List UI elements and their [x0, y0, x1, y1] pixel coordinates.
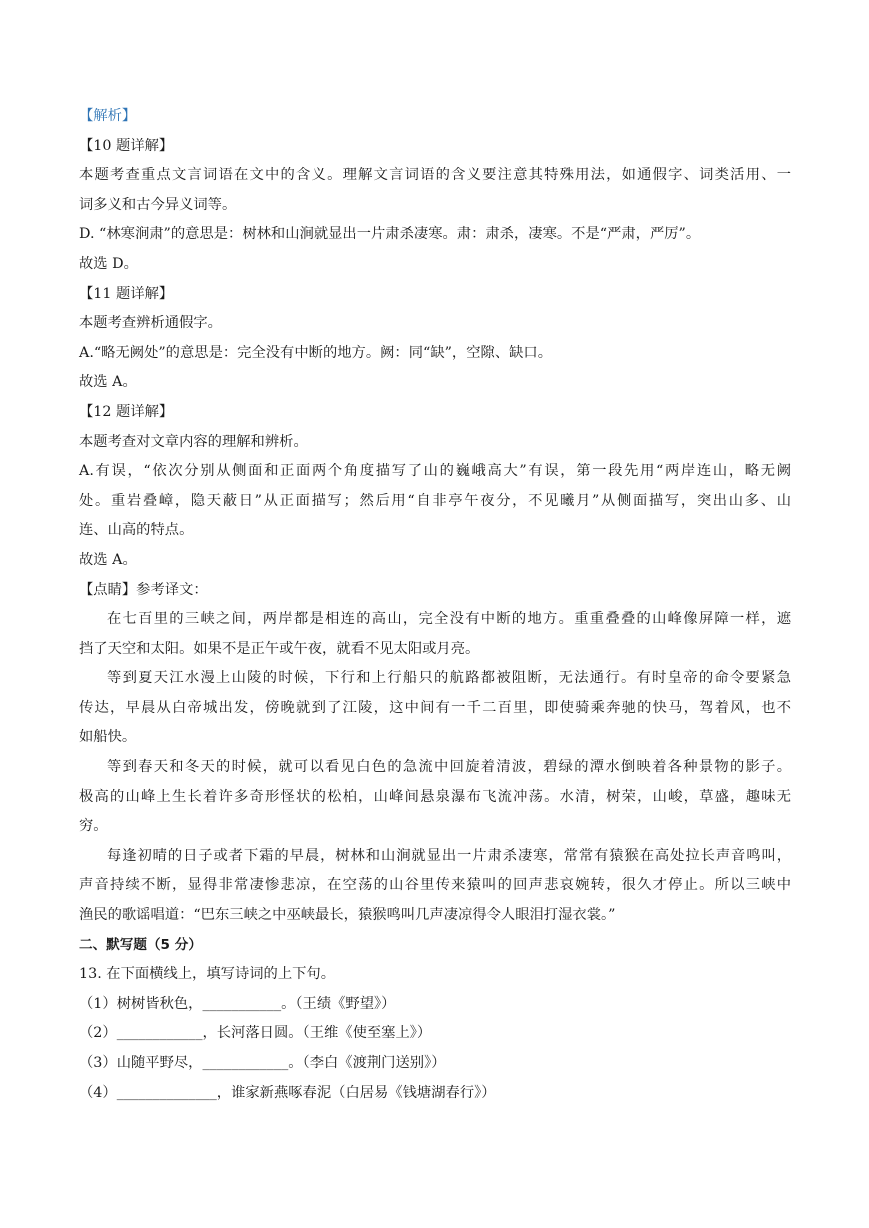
q11-header: 【11 题详解】: [79, 285, 174, 302]
translation-p2-line-2: 传达，早晨从白帝城出发，傍晚就到了江陵，这中间有一千二百里，即使骑乘奔驰的快马，驾着风，也不: [79, 699, 791, 716]
q10-line-1: 本题考查重点文言词语在文中的含义。理解文言词语的含义要注意其特殊用法，如通假字、词类活用、一: [79, 167, 791, 184]
document-page: [79, 102, 791, 1108]
translation-p1-line-2: 挡了天空和太阳。如果不是正午或午夜，就看不见太阳或月亮。: [79, 640, 480, 657]
q12-header: 【12 题详解】: [79, 403, 174, 420]
q13-item-3: （3）山随平野尽，____________。（李白《渡荆门送别》）: [79, 1055, 446, 1071]
q13-item-4: （4）______________，谁家新燕啄春泥（白居易《钱塘湖春行》）: [79, 1084, 496, 1101]
q12-line-4: 连、山高的特点。: [79, 522, 194, 539]
translation-p3-line-1: 等到春天和冬天的时候，就可以看见白色的急流中回旋着清波，碧绿的潭水倒映着各种景物的影子。: [107, 759, 791, 776]
q13-item-1: （1）树树皆秋色，___________。（王绩《野望》）: [79, 995, 396, 1012]
translation-p2-line-3: 如船快。: [79, 729, 137, 746]
translation-p1-line-1: 在七百里的三峡之间，两岸都是相连的高山，完全没有中断的地方。重重叠叠的山峰像屏障一样，遮: [107, 611, 791, 628]
q10-line-4: 故选 D。: [79, 255, 138, 272]
q12-line-3: 处。重岩叠嶂，隐天蔽日”从正面描写；然后用“自非亭午夜分，不见曦月”从侧面描写，突出山多、山: [79, 492, 791, 509]
q12-line-1: 本题考查对文章内容的理解和辨析。: [79, 433, 308, 450]
q11-line-1: 本题考查辨析通假字。: [79, 315, 222, 332]
q10-line-3: D. “林寒涧肃”的意思是：树林和山涧就显出一片肃杀凄寒。肃：肃杀，凄寒。不是“严肃，严厉”。: [79, 226, 701, 243]
translation-p2-line-1: 等到夏天江水漫上山陵的时候，下行和上行船只的航路都被阻断，无法通行。有时皇帝的命令要紧急: [107, 670, 791, 687]
q13-prompt: 13. 在下面横线上，填写诗词的上下句。: [79, 966, 336, 983]
q13-item-2: （2）____________，长河落日圆。（王维《使至塞上》）: [79, 1025, 432, 1042]
translation-p3-line-3: 穷。: [79, 818, 108, 835]
q10-line-2: 词多义和古今异义词等。: [79, 196, 237, 213]
translation-p4-line-2: 声音持续不断，显得非常凄惨悲凉，在空荡的山谷里传来猿叫的回声悲哀婉转，很久才停止。所以三峡中: [79, 877, 791, 894]
q11-line-2: A.“略无阙处”的意思是：完全没有中断的地方。阙：同“缺”，空隙、缺口。: [79, 344, 553, 361]
translation-header: 【点睛】参考译文：: [79, 581, 208, 598]
q12-line-5: 故选 A。: [79, 551, 137, 568]
section-2-title: 二、默写题（5 分）: [79, 936, 202, 953]
q12-line-2: A.有误，“依次分别从侧面和正面两个角度描写了山的巍峨高大”有误，第一段先用“两岸连山，略无阙: [79, 463, 791, 480]
translation-p4-line-3: 渔民的歌谣唱道：“巴东三峡之中巫峡最长，猿猴鸣叫几声凄凉得令人眼泪打湿衣裳。”: [79, 907, 616, 924]
translation-p3-line-2: 极高的山峰上生长着许多奇形怪状的松柏，山峰间悬泉瀑布飞流冲荡。水清，树荣，山峻，草盛，趣味无: [79, 788, 791, 805]
translation-p4-line-1: 每逢初晴的日子或者下霜的早晨，树林和山涧就显出一片肃杀凄寒，常常有猿猴在高处拉长声音鸣叫，: [107, 847, 791, 864]
analysis-header: 【解析】: [79, 108, 137, 124]
q11-line-3: 故选 A。: [79, 374, 137, 391]
q10-header: 【10 题详解】: [79, 137, 174, 154]
